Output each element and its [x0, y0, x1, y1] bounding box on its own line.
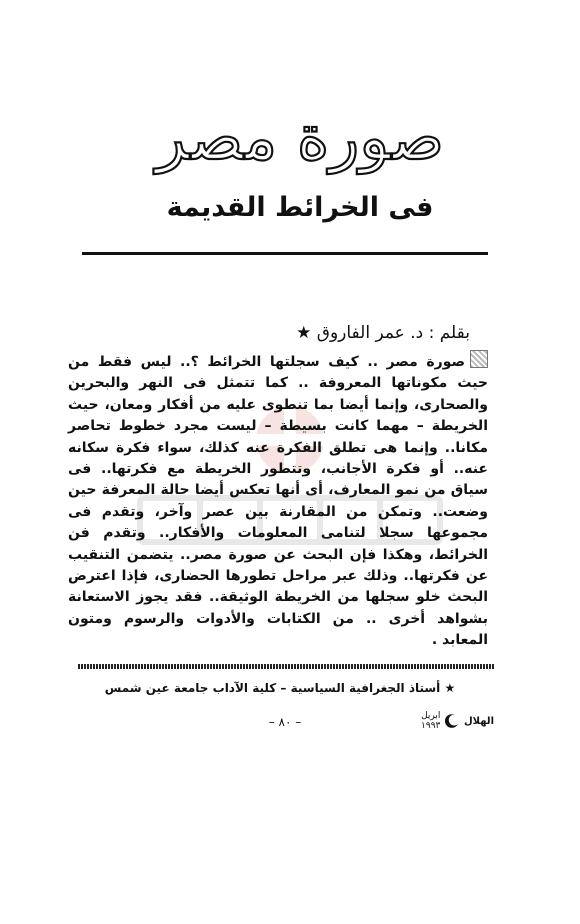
magazine-name: الهلال — [463, 715, 494, 727]
author-footnote: ★ أستاذ الجغرافية السياسية – كلية الآداب جامعة عين شمس — [104, 681, 456, 695]
page-number: – ٨٠ – — [268, 715, 302, 729]
title-divider — [82, 252, 488, 255]
footnote-divider — [78, 664, 494, 669]
issue-date: ابريل ١٩٩٣ — [421, 711, 441, 731]
author-byline: بقلم : د. عمر الفاروق ★ — [296, 323, 470, 343]
paragraph-mark-icon — [470, 350, 488, 368]
article-body-text: صورة مصر .. كيف سجلتها الخرائط ؟.. ليس فقط من حيث مكوناتها المعروفة .. كما تتمثل فى النهر والبحرين والصحارى، وإنما أيضا بما تنطوى عليه من أفكار ومعان، حيث الخريطة – مهما كانت بسيطة – ليست مجرد خطوط تحاصر مكانا.. وإنما هى تطلق الفكرة عنه كذلك، سواء فكرة سكانه عنه.. أو فكرة الأجانب، وتتطور الخريطة مع فكرتها.. فى سياق من نمو المعارف، أى أنها تعكس أيضا حالة المعرفة حين وضعت.. وتمكن من المقارنة بين عصر وآخر، وتقدم فى مجموعها سجلا لتنامى المعلومات والأفكار.. وتقدم فن الخرائط، وهكذا فإن البحث عن صورة مصر.. يتضمن التنقيب عن فكرتها.. وذلك عبر مراحل تطورها الحضارى، فإذا اعترض البحث خلو سجلها من الخريطة الوثيقة.. فقد يجوز الاستعانة بشواهد أخرى .. من الكتابات والأدوات والرسوم ومتون المعابد . — [68, 354, 488, 649]
crescent-logo-icon — [444, 713, 460, 729]
article-title: صورة مصر — [156, 101, 444, 174]
article-subtitle: فى الخرائط القديمة — [166, 192, 434, 223]
magazine-footer — [400, 711, 494, 731]
article-body — [68, 350, 488, 652]
